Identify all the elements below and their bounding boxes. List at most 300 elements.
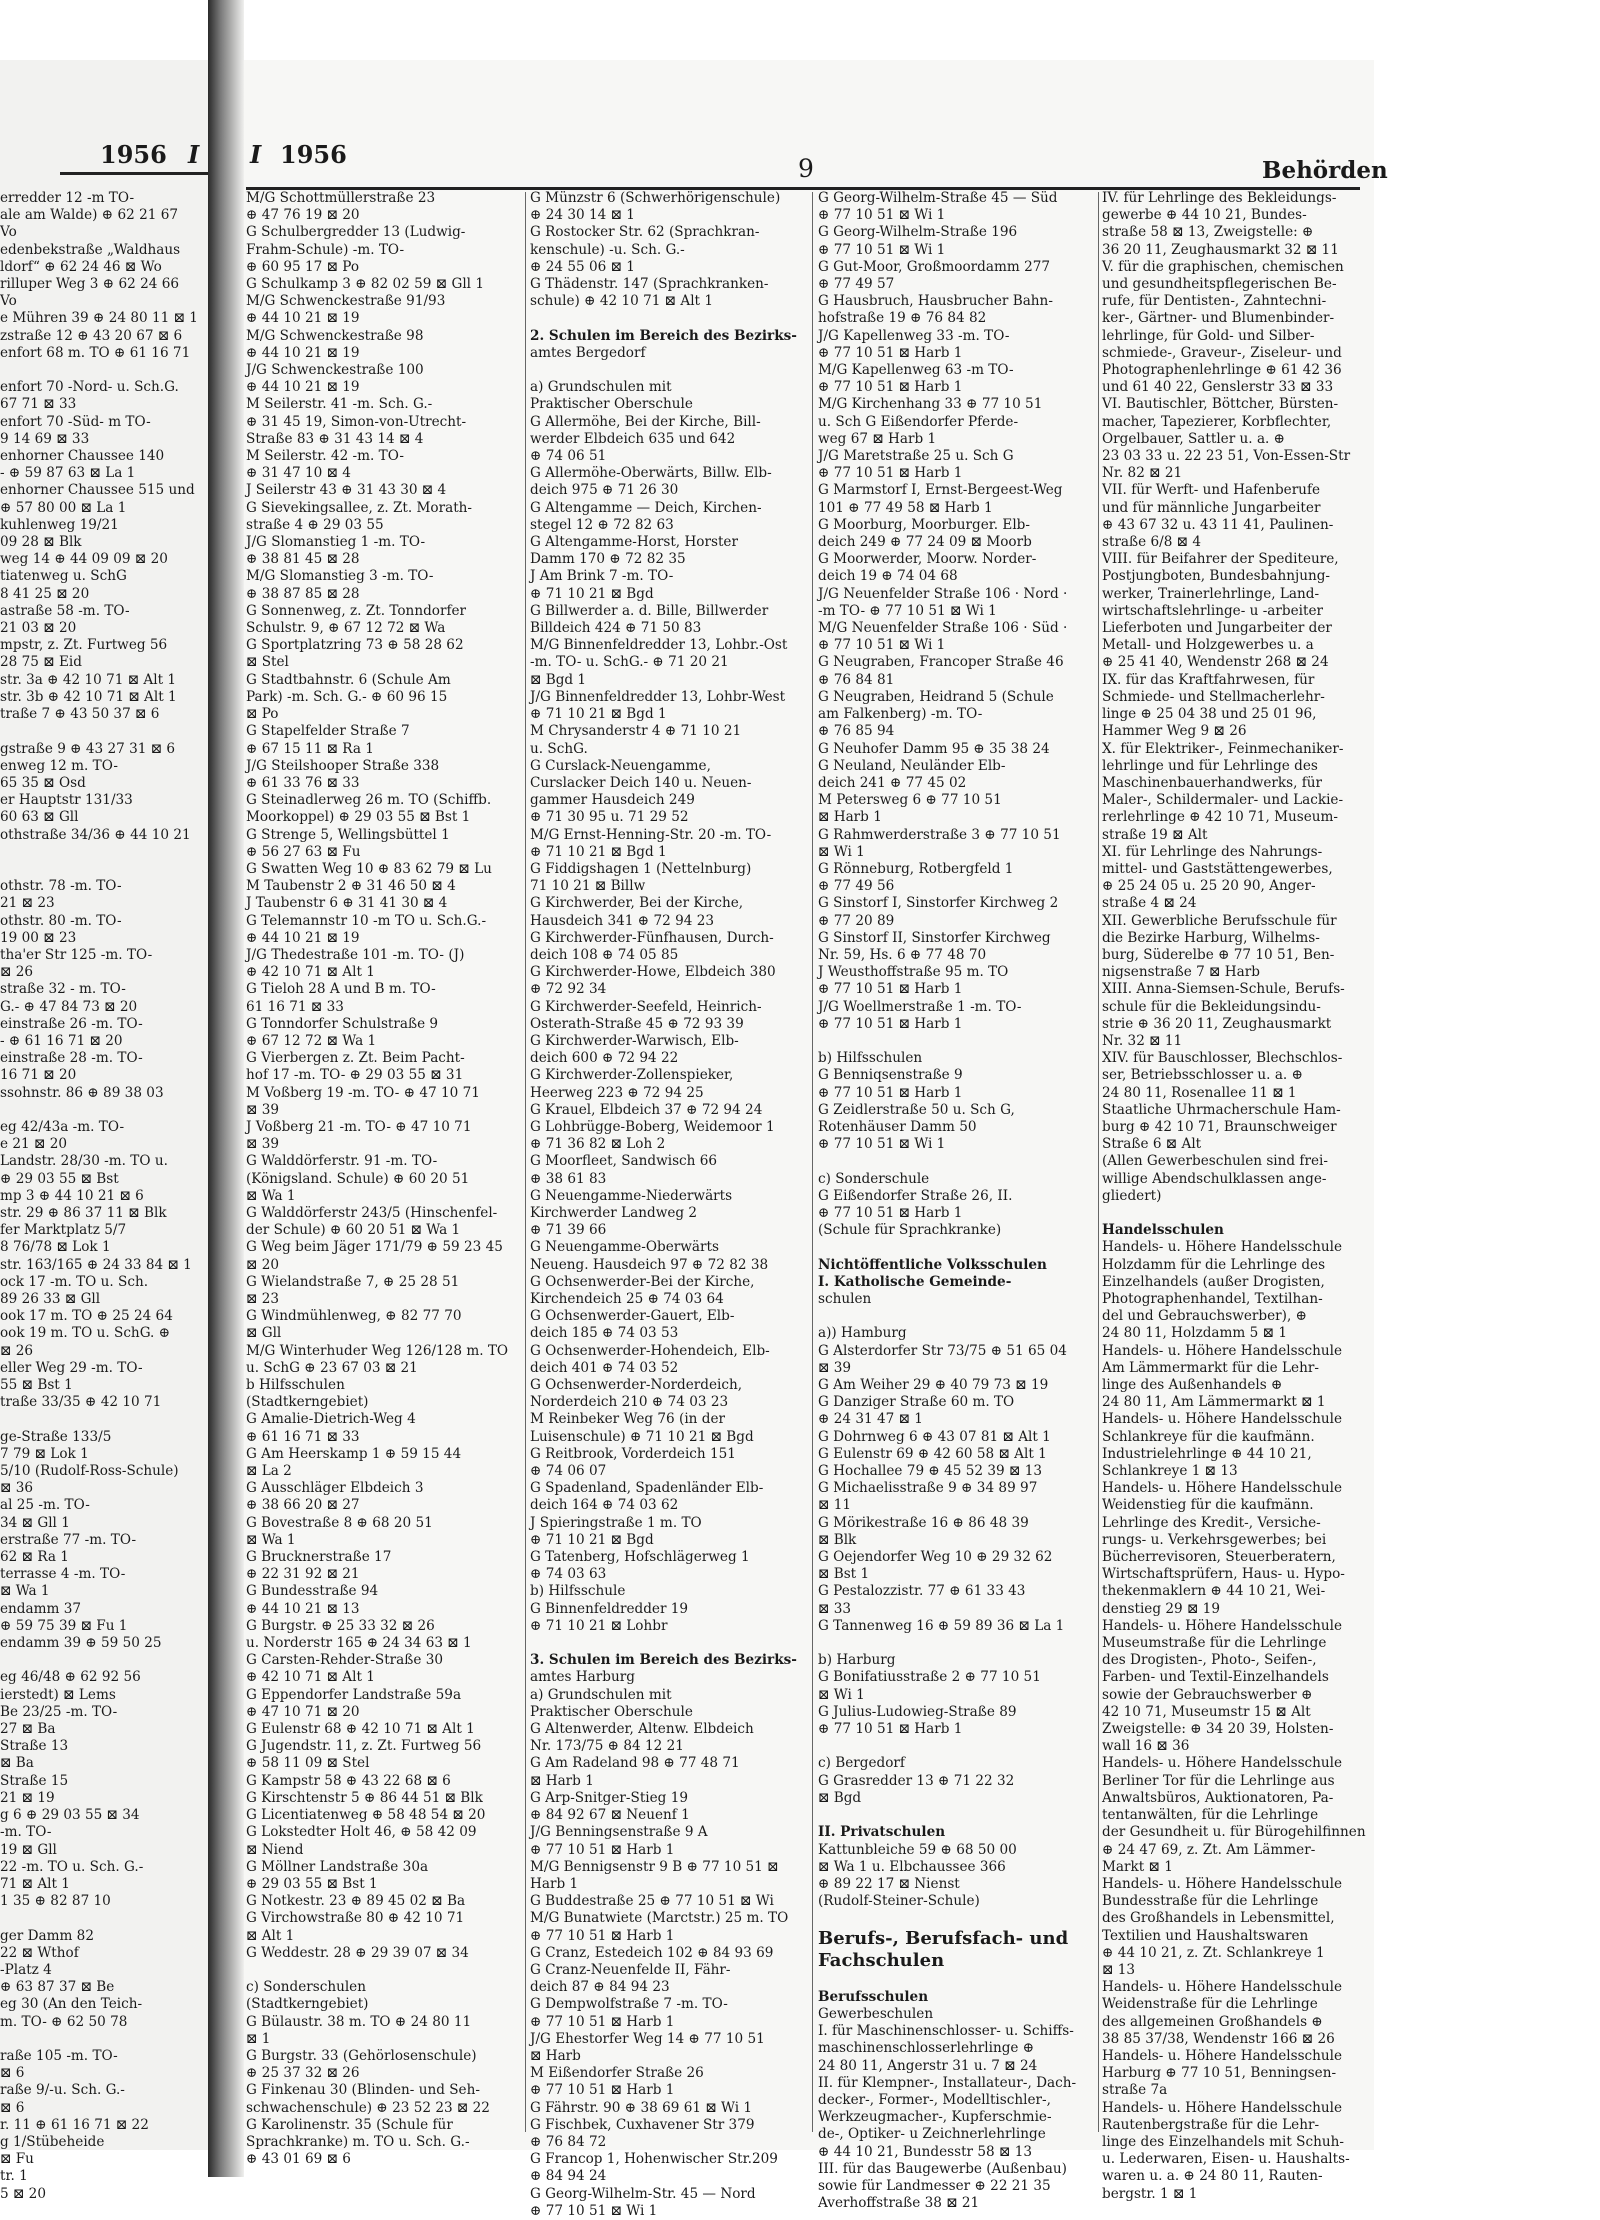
directory-line: G Julius-Ludowieg-Straße 89 [818,1703,1017,1720]
directory-line: G Eißendorfer Straße 26, II. [818,1187,1013,1204]
directory-line: Berliner Tor für die Lehrlinge aus [1102,1772,1335,1789]
directory-line: J/G Maretstraße 25 u. Sch G [818,448,1014,465]
directory-line: einstraße 28 -m. TO- [0,1050,143,1067]
directory-line: Harburg ⊕ 77 10 51, Benningsen- [1102,2065,1337,2082]
directory-line: Berufs-, Berufsfach- und [818,1927,1069,1949]
directory-line: (Stadtkerngebiet) [246,1996,369,2013]
directory-line: 1 35 ⊕ 82 87 10 [0,1893,111,1910]
directory-line: G Kirchwerder-Fünfhausen, Durch- [530,929,774,946]
directory-line: ⊕ 63 87 37 ⊠ Be [0,1979,115,1996]
directory-line: Landstr. 28/30 -m. TO u. [0,1153,168,1170]
directory-line: Nr. 32 ⊠ 11 [1102,1032,1183,1049]
directory-line: G Carsten-Rehder-Straße 30 [246,1652,444,1669]
directory-line: J/G Ehestorfer Weg 14 ⊕ 77 10 51 [530,2030,765,2047]
directory-line: - ⊕ 61 16 71 ⊠ 20 [0,1032,123,1049]
directory-line: ⊕ 77 49 56 [818,878,895,895]
directory-line: III. für das Baugewerbe (Außenbau) [818,2160,1067,2177]
directory-line: Hausdeich 341 ⊕ 72 94 23 [530,912,714,929]
directory-line: Nr. 59, Hs. 6 ⊕ 77 48 70 [818,946,987,963]
directory-line: enfort 68 m. TO ⊕ 61 16 71 [0,344,191,361]
directory-line: -m. TO- u. SchG.- ⊕ 71 20 21 [530,654,729,671]
directory-line: 5/10 (Rudolf-Ross-Schule) [0,1463,179,1480]
directory-line: enfort 70 -Nord- u. Sch.G. [0,379,179,396]
directory-line: 19 00 ⊠ 23 [0,929,77,946]
directory-line: Staatliche Uhrmacherschule Ham- [1102,1101,1341,1118]
directory-line: ⊕ 24 55 06 ⊠ 1 [530,258,635,275]
directory-line: G Weg beim Jäger 171/79 ⊕ 59 23 45 [246,1239,503,1256]
directory-line: Markt ⊠ 1 [1102,1858,1173,1875]
directory-line: deich 249 ⊕ 77 24 09 ⊠ Moorb [818,534,1032,551]
directory-line: G Steinadlerweg 26 m. TO (Schiffb. [246,792,492,809]
directory-line: M Petersweg 6 ⊕ 77 10 51 [818,792,1002,809]
directory-line: G Neuland, Neuländer Elb- [818,757,1006,774]
directory-line: G Arp-Snitger-Stieg 19 [530,1789,688,1806]
directory-line: u. Norderstr 165 ⊕ 24 34 63 ⊠ 1 [246,1635,472,1652]
directory-line [530,1635,806,1652]
directory-line: Photographenhandel, Textilhan- [1102,1291,1323,1307]
directory-line: G Danziger Straße 60 m. TO [818,1394,1015,1411]
directory-line: 16 71 ⊠ 20 [0,1067,77,1084]
directory-line: deich 108 ⊕ 74 05 85 [530,946,679,963]
directory-line: Photographenlehrlinge ⊕ 61 42 36 [1102,362,1342,379]
directory-line: M/G Bennigsenstr 9 B ⊕ 77 10 51 ⊠ [530,1858,779,1875]
directory-line: Rotenhäuser Damm 50 [818,1118,977,1135]
directory-line: ⊕ 71 10 21 ⊠ Lohbr [530,1617,668,1634]
directory-line: Lehrlinge des Kredit-, Versiche- [1102,1514,1321,1531]
directory-line: G Bovestraße 8 ⊕ 68 20 51 [246,1514,433,1531]
directory-line: G Dempwolfstraße 7 -m. TO- [530,1996,728,2013]
directory-line: ⊕ 71 30 95 u. 71 29 52 [530,809,689,826]
directory-line: Am Lämmermarkt für die Lehr- [1102,1359,1319,1376]
directory-line: Handels- u. Höhere Handelsschule [1102,1755,1343,1772]
directory-line: raße 9/-u. Sch. G.- [0,2082,125,2099]
directory-line: ⊕ 38 61 83 [530,1170,607,1187]
directory-line: 24 80 11, Holzdamm 5 ⊠ 1 [1102,1325,1287,1342]
directory-line: ⊠ Bgd [818,1789,862,1806]
directory-line: Park) -m. Sch. G.- ⊕ 60 96 15 [246,688,448,705]
directory-line: straße 7a [1102,2082,1168,2099]
directory-line: Hammer Weg 9 ⊠ 26 [1102,723,1247,740]
directory-line: deich 87 ⊕ 84 94 23 [530,1979,670,1996]
directory-line: a) Grundschulen mit [530,1686,672,1703]
directory-line: -Platz 4 [0,1961,52,1978]
directory-line: IV. für Lehrlinge des Bekleidungs- [1102,190,1337,206]
directory-line: G Bülaustr. 38 m. TO ⊕ 24 80 11 [246,2013,472,2030]
directory-line: mp 3 ⊕ 44 10 21 ⊠ 6 [0,1187,144,1204]
directory-line: G Notkestr. 23 ⊕ 89 45 02 ⊠ Ba [246,1893,466,1910]
directory-line: schmiede-, Graveur-, Ziseleur- und [1102,344,1342,361]
directory-line: Moorkoppel) ⊕ 29 03 55 ⊠ Bst 1 [246,809,471,826]
directory-line: ⊠ Alt 1 [246,1927,295,1944]
directory-line: traße 7 ⊕ 43 50 37 ⊠ 6 [0,706,160,723]
directory-line: e 21 ⊠ 20 [0,1136,67,1153]
directory-line: G Kirchwerder-Warwisch, Elb- [530,1032,739,1049]
directory-line: G Billwerder a. d. Bille, Billwerder [530,602,769,619]
directory-line: linge ⊕ 25 04 38 und 25 01 96, [1102,706,1317,723]
directory-line: 71 ⊠ Alt 1 [0,1875,70,1892]
directory-line: ⊠ 39 [818,1359,852,1376]
directory-line: rungs- u. Verkehrsgewerbes; bei [1102,1531,1327,1548]
directory-line: G Hausbruch, Hausbrucher Bahn- [818,293,1053,310]
directory-line: nigsenstraße 7 ⊠ Harb [1102,964,1260,981]
directory-line: G Alsterdorfer Str 73/75 ⊕ 51 65 04 [818,1342,1067,1359]
directory-line: Kirchwerder Landweg 2 [530,1204,698,1221]
directory-line: G Sinstorf II, Sinstorfer Kirchweg [818,929,1051,946]
column-1 [246,190,520,2168]
directory-line: u. SchG. [530,740,588,757]
directory-line: G Dohrnweg 6 ⊕ 43 07 81 ⊠ Alt 1 [818,1428,1051,1445]
directory-line: 09 28 ⊠ Blk [0,534,82,551]
directory-line: M Seilerstr. 41 -m. Sch. G.- [246,396,433,413]
directory-line: terrasse 4 -m. TO- [0,1566,126,1583]
directory-line: IX. für das Kraftfahrwesen, für [1102,671,1315,688]
directory-line: ⊕ 77 10 51 ⊠ Wi 1 [818,207,946,224]
directory-line: ⊕ 29 03 55 ⊠ Bst 1 [246,1875,378,1892]
directory-line: G Georg-Wilhelm-Straße 196 [818,224,1018,241]
directory-line: straße 4 ⊠ 24 [1102,895,1197,912]
directory-line: Handels- u. Höhere Handelsschule [1102,2047,1343,2064]
directory-line: Einzelhandels (außer Drogisten, [1102,1273,1325,1290]
directory-line: ⊕ 84 92 67 ⊠ Neuenf 1 [530,1807,690,1824]
directory-line: M/G Ernst-Henning-Str. 20 -m. TO- [530,826,772,843]
directory-line: J Am Brink 7 -m. TO- [530,568,674,585]
directory-line: schwachenschule) ⊕ 23 52 23 ⊠ 22 [246,2099,490,2116]
directory-line: G Tannenweg 16 ⊕ 59 89 36 ⊠ La 1 [818,1617,1065,1634]
directory-line: mittel- und Gaststättengewerbes, [1102,860,1333,877]
directory-line: ⊕ 77 10 51 ⊠ Harb 1 [530,1927,675,1944]
directory-line: I. für Maschinenschlosser- u. Schiffs- [818,2023,1074,2040]
directory-line: Anwaltsbüros, Auktionatoren, Pa- [1102,1789,1334,1806]
directory-line: Nichtöffentliche Volksschulen [818,1256,1047,1273]
directory-line: G Gut-Moor, Großmoordamm 277 [818,258,1051,275]
directory-line: G Cranz-Neuenfelde II, Fähr- [530,1961,731,1978]
directory-line: deich 401 ⊕ 74 03 52 [530,1359,679,1376]
directory-line: Praktischer Oberschule [530,396,693,413]
directory-line: othstr. 78 -m. TO- [0,878,122,895]
directory-line: ⊠ Po [246,706,279,723]
directory-line: ⊕ 77 10 51 ⊠ Harb 1 [818,1204,963,1221]
directory-line: weg 14 ⊕ 44 09 09 ⊠ 20 [0,551,168,568]
directory-line: str. 3a ⊕ 42 10 71 ⊠ Alt 1 [0,671,177,688]
directory-line: G Moorburg, Moorburger. Elb- [818,516,1030,533]
directory-line: G Kirchwerder-Howe, Elbdeich 380 [530,964,776,981]
directory-line: 23 03 33 u. 22 23 51, Von-Essen-Str [1102,448,1351,465]
directory-line: ⊕ 42 10 71 ⊠ Alt 1 [246,964,375,981]
directory-line: J Seilerstr 43 ⊕ 31 43 30 ⊠ 4 [246,482,447,499]
directory-line: ⊕ 77 10 51 ⊠ Harb 1 [530,1841,675,1858]
directory-line: M/G Bunatwiete (Marctstr.) 25 m. TO [530,1910,789,1927]
directory-line [0,1411,206,1428]
directory-line: eller Weg 29 -m. TO- [0,1359,143,1376]
column-4 [1102,190,1366,2202]
directory-line: ⊕ 77 10 51 ⊠ Harb 1 [530,2013,675,2030]
directory-line: ⊕ 31 47 10 ⊠ 4 [246,465,351,482]
directory-line: ⊕ 38 87 85 ⊠ 28 [246,585,360,602]
directory-line: Handels- u. Höhere Handelsschule [1102,1411,1343,1428]
directory-line: 65 35 ⊠ Osd [0,774,86,791]
directory-line: des allgemeinen Großhandels ⊕ [1102,2013,1323,2030]
directory-line: Vo [0,293,17,310]
directory-line: Schmiede- und Stellmacherlehr- [1102,688,1325,705]
directory-line: straße 19 ⊠ Alt [1102,826,1208,843]
directory-line: Schulstr. 9, ⊕ 67 12 72 ⊠ Wa [246,620,446,637]
directory-line: bergstr. 1 ⊠ 1 [1102,2185,1198,2202]
directory-line: G Lohbrügge-Boberg, Weidemoor 1 [530,1118,775,1135]
directory-line: ssohnstr. 86 ⊕ 89 38 03 [0,1084,164,1101]
directory-line: ⊕ 67 15 11 ⊠ Ra 1 [246,740,374,757]
directory-line: ⊕ 77 10 51 ⊠ Harb 1 [818,379,963,396]
directory-line: ierstedt) ⊠ Lems [0,1686,116,1703]
directory-line: ⊠ 39 [246,1136,280,1153]
directory-line: G Altengamme — Deich, Kirchen- [530,499,762,516]
directory-line: G Kirchwerder-Zollenspieker, [530,1067,734,1084]
directory-line [0,1102,206,1119]
directory-line: rerlehrlinge ⊕ 42 10 71, Museum- [1102,809,1339,826]
directory-line: ⊠ Harb [530,2047,581,2064]
directory-line: G Rostocker Str. 62 (Sprachkran- [530,224,760,241]
directory-line: G Lokstedter Holt 46, ⊕ 58 42 09 [246,1824,477,1841]
directory-line: J/G Benningsenstraße 9 A [530,1824,708,1841]
directory-line: J Weusthoffstraße 95 m. TO [818,964,1009,981]
directory-line: G Neugraben, Francoper Straße 46 [818,654,1064,671]
left-header-year: 1956 [100,140,167,169]
directory-line: G Buddestraße 25 ⊕ 77 10 51 ⊠ Wi [530,1893,774,1910]
directory-line: burg ⊕ 42 10 71, Braunschweiger [1102,1118,1337,1135]
directory-line: tha'er Str 125 -m. TO- [0,946,153,963]
directory-line: ⊠ Wa 1 [0,1583,50,1600]
previous-page-column [0,190,206,2202]
directory-line: ⊕ 71 10 21 ⊠ Bgd 1 [530,706,667,723]
directory-line: burg, Süderelbe ⊕ 77 10 51, Ben- [1102,946,1335,963]
directory-line: Straße 13 [0,1738,69,1755]
directory-line: G Tonndorfer Schulstraße 9 [246,1015,439,1032]
directory-line: edenbekstraße „Waldhaus [0,241,181,258]
directory-line: G.- ⊕ 47 84 73 ⊠ 20 [0,998,138,1015]
directory-line: endamm 39 ⊕ 59 50 25 [0,1635,162,1652]
directory-line: ⊕ 24 31 47 ⊠ 1 [818,1411,923,1428]
directory-line: astraße 58 -m. TO- [0,602,130,619]
directory-line: G Finkenau 30 (Blinden- und Seh- [246,2082,480,2099]
directory-line: Handels- u. Höhere Handelsschule [1102,1480,1343,1497]
directory-line: -m TO- ⊕ 77 10 51 ⊠ Wi 1 [818,602,997,619]
directory-line: J Voßberg 21 -m. TO- ⊕ 47 10 71 [246,1118,472,1135]
directory-line: 21 ⊠ 19 [0,1789,55,1806]
directory-line: ldorf“ ⊕ 62 24 46 ⊠ Wo [0,258,162,275]
directory-line: enhorner Chaussee 140 [0,448,165,465]
directory-line: - ⊕ 59 87 63 ⊠ La 1 [0,465,136,482]
directory-line: G Reitbrook, Vorderdeich 151 [530,1445,736,1462]
directory-line: 19 ⊠ Gll [0,1841,57,1858]
directory-line: G Bundesstraße 94 [246,1583,379,1600]
directory-line: stegel 12 ⊕ 72 82 63 [530,516,674,533]
directory-line: Heerweg 223 ⊕ 72 94 25 [530,1084,704,1101]
directory-line: Praktischer Oberschule [530,1703,693,1720]
directory-line: G Vierbergen z. Zt. Beim Pacht- [246,1050,465,1067]
directory-line: ⊕ 25 41 40, Wendenstr 268 ⊠ 24 [1102,654,1329,671]
directory-line: Orgelbauer, Sattler u. a. ⊕ [1102,430,1286,447]
directory-line: erredder 12 -m TO- [0,190,135,206]
directory-line: G Mörikestraße 16 ⊕ 86 48 39 [818,1514,1029,1531]
directory-line: G Windmühlenweg, ⊕ 82 77 70 [246,1308,462,1325]
directory-line [0,362,206,379]
directory-line: II. Privatschulen [818,1824,946,1841]
directory-line: G Georg-Wilhelm-Str. 45 — Nord [530,2185,756,2202]
directory-line: Schlankreye für die kaufmänn. [1102,1428,1315,1445]
directory-line: decker-, Former-, Modelltischler-, [818,2091,1051,2108]
directory-line: del und Gebrauchswerber), ⊕ [1102,1308,1308,1325]
directory-line [1102,1205,1364,1222]
directory-line: Luisenschule) ⊕ 71 10 21 ⊠ Bgd [530,1428,754,1445]
directory-line: er Hauptstr 131/33 [0,792,133,809]
directory-line: I. Katholische Gemeinde- [818,1273,1012,1290]
directory-line: b) Harburg [818,1652,896,1669]
directory-line: G Thädenstr. 147 (Sprachkranken- [530,276,769,293]
directory-line: ⊕ 44 10 21 ⊠ 19 [246,310,360,327]
directory-line: am Falkenberg) -m. TO- [818,706,983,723]
directory-line: maschinenschlosserlehrlinge ⊕ [818,2040,1035,2057]
directory-line: J Spieringstraße 1 m. TO [530,1514,702,1531]
directory-line: G Cranz, Estedeich 102 ⊕ 84 93 69 [530,1944,774,1961]
directory-line: Handels- u. Höhere Handelsschule [1102,1342,1343,1359]
directory-line: deich 241 ⊕ 77 45 02 [818,774,967,791]
directory-line: G Tieloh 28 A und B m. TO- [246,981,436,998]
directory-line: Nr. 173/75 ⊕ 84 12 21 [530,1738,684,1755]
directory-line: Maler-, Schildermaler- und Lackie- [1102,792,1344,809]
directory-line: G Michaelisstraße 9 ⊕ 34 89 97 [818,1480,1038,1497]
directory-line: deich 600 ⊕ 72 94 22 [530,1050,679,1067]
right-header-year: 1956 [280,140,347,169]
directory-line: gliedert) [1102,1187,1162,1204]
directory-line: ⊠ 1 [246,2030,271,2047]
directory-line: G Francop 1, Hohenwischer Str.209 [530,2151,778,2168]
directory-line [818,1972,1094,1989]
directory-line: Wirtschaftsprüfern, Haus- u. Hypo- [1102,1566,1345,1583]
column-divider [1098,192,1099,2132]
directory-line: m. TO- ⊕ 62 50 78 [0,2013,128,2030]
directory-line: str. 163/165 ⊕ 24 33 84 ⊠ 1 [0,1256,192,1273]
directory-line: lehrlinge, für Gold- und Silber- [1102,327,1315,344]
directory-line: Damm 170 ⊕ 72 82 35 [530,551,686,568]
directory-line: G Moorfleet, Sandwisch 66 [530,1153,718,1170]
column-divider [812,192,813,2132]
directory-line: M Seilerstr. 42 -m. TO- [246,448,404,465]
directory-line: ⊕ 67 12 72 ⊠ Wa 1 [246,1032,377,1049]
directory-line: XI. für Lehrlinge des Nahrungs- [1102,843,1323,860]
directory-line: ⊠ Harb 1 [530,1772,594,1789]
directory-line: amtes Harburg [530,1669,635,1686]
directory-line: M Reinbeker Weg 76 (in der [530,1411,725,1428]
directory-line: ⊠ 6 [0,2099,25,2116]
right-header-mark: I [250,140,262,169]
directory-line: 71 10 21 ⊠ Billw [530,878,646,895]
directory-line: Handels- u. Höhere Handelsschule [1102,1979,1343,1996]
directory-line: b Hilfsschulen [246,1377,345,1394]
directory-line [530,310,806,327]
directory-line: c) Sonderschulen [246,1979,366,1996]
directory-line: ⊠ Wi 1 [818,843,865,860]
directory-line: und für männliche Jungarbeiter [1102,499,1321,516]
directory-line: 101 ⊕ 77 49 58 ⊠ Harb 1 [818,499,993,516]
directory-line: Sprachkranke) m. TO u. Sch. G.- [246,2133,470,2150]
directory-line: ⊠ 26 [0,1342,34,1359]
directory-line: ⊕ 24 30 14 ⊠ 1 [530,207,635,224]
directory-line: ⊕ 77 10 51 ⊠ Harb 1 [530,2082,675,2099]
directory-line: endamm 37 [0,1600,82,1617]
directory-line: Frahm-Schule) -m. TO- [246,241,405,258]
directory-line: str. 29 ⊕ 86 37 11 ⊠ Blk [0,1204,167,1221]
directory-line: ⊠ La 2 [246,1463,292,1480]
directory-line: J/G Kapellenweg 33 -m. TO- [818,327,1010,344]
directory-line: sowie für Landmesser ⊕ 22 21 35 [818,2177,1051,2194]
directory-line: u. Lederwaren, Eisen- u. Haushalts- [1102,2151,1350,2168]
directory-line: G Ausschläger Elbdeich 3 [246,1480,424,1497]
directory-line: straße 32 - m. TO- [0,981,126,998]
directory-line: G Strenge 5, Wellingsbüttel 1 [246,826,450,843]
directory-line: des Drogisten-, Photo-, Seifen-, [1102,1652,1317,1669]
directory-line: G Burgstr. 33 (Gehörlosenschule) [246,2047,477,2064]
directory-line: G Oejendorfer Weg 10 ⊕ 29 32 62 [818,1549,1053,1566]
directory-line: ook 17 m. TO ⊕ 25 24 64 [0,1308,173,1325]
directory-line [0,861,206,878]
directory-line: enhorner Chaussee 515 und [0,482,195,499]
directory-line: (Schule für Sprachkranke) [818,1222,1002,1239]
directory-line: ⊕ 71 39 66 [530,1222,607,1239]
directory-line: G Grasredder 13 ⊕ 71 22 32 [818,1772,1015,1789]
directory-line: wirtschaftslehrlinge- u -arbeiter [1102,602,1323,619]
directory-line: X. für Elektriker-, Feinmechaniker- [1102,740,1344,757]
directory-line [246,1962,520,1979]
directory-line: ⊕ 71 10 21 ⊠ Bgd [530,1531,654,1548]
directory-line [818,1738,1094,1755]
directory-line: deich 19 ⊕ 74 04 68 [818,568,958,585]
directory-line: ⊕ 77 10 51 ⊠ Wi 1 [818,637,946,654]
directory-line: deich 185 ⊕ 74 03 53 [530,1325,679,1342]
directory-line: straße 58 ⊠ 13, Zweigstelle: ⊕ [1102,224,1314,241]
directory-line: Weidenstraße für die Lehrlinge [1102,1996,1318,2013]
directory-line: fer Marktplatz 5/7 [0,1222,127,1239]
directory-line: XII. Gewerbliche Berufsschule für [1102,912,1337,929]
directory-line: ⊕ 77 10 51 ⊠ Harb 1 [818,1721,963,1738]
directory-line: raße 105 -m. TO- [0,2047,118,2064]
directory-line: mpstr, z. Zt. Furtweg 56 [0,637,168,654]
directory-line: Maschinenbauerhandwerks, für [1102,774,1323,791]
directory-line: J/G Schwenckestraße 100 [246,362,424,379]
directory-line: G Sonnenweg, z. Zt. Tonndorfer [246,602,467,619]
directory-line: 24 80 11, Rosenallee 11 ⊠ 1 [1102,1084,1297,1101]
directory-line: traße 33/35 ⊕ 42 10 71 [0,1394,162,1411]
directory-line: ⊕ 77 10 51 ⊠ Wi 1 [818,241,946,258]
directory-line: G Ochsenwerder-Bei der Kirche, [530,1273,755,1290]
directory-line: G Telemannstr 10 -m TO u. Sch.G.- [246,912,487,929]
directory-line: 8 41 25 ⊠ 20 [0,585,90,602]
directory-line: J/G Binnenfeldredder 13, Lohbr-West [530,688,786,705]
directory-line: G Rönneburg, Rotbergfeld 1 [818,860,1014,877]
directory-line [0,2031,206,2048]
directory-line: b) Hilfsschule [530,1583,626,1600]
directory-line: werder Elbdeich 635 und 642 [530,430,736,447]
directory-line: 22 -m. TO u. Sch. G.- [0,1858,144,1875]
directory-line: und gesundheitspflegerischen Be- [1102,276,1337,293]
directory-line: ⊠ Ba [0,1755,34,1772]
directory-line: ⊠ Niend [246,1841,304,1858]
directory-line: G Krauel, Elbdeich 37 ⊕ 72 94 24 [530,1101,763,1118]
directory-line: G Schulkamp 3 ⊕ 82 02 59 ⊠ Gll 1 [246,276,484,293]
directory-line: Neueng. Hausdeich 97 ⊕ 72 82 38 [530,1256,769,1273]
directory-line: ⊠ Wa 1 [246,1531,296,1548]
directory-line: linge des Einzelhandels mit Schuh- [1102,2133,1344,2150]
directory-line: kuhlenweg 19/21 [0,516,119,533]
directory-line: M Taubenstr 2 ⊕ 31 46 50 ⊠ 4 [246,878,456,895]
